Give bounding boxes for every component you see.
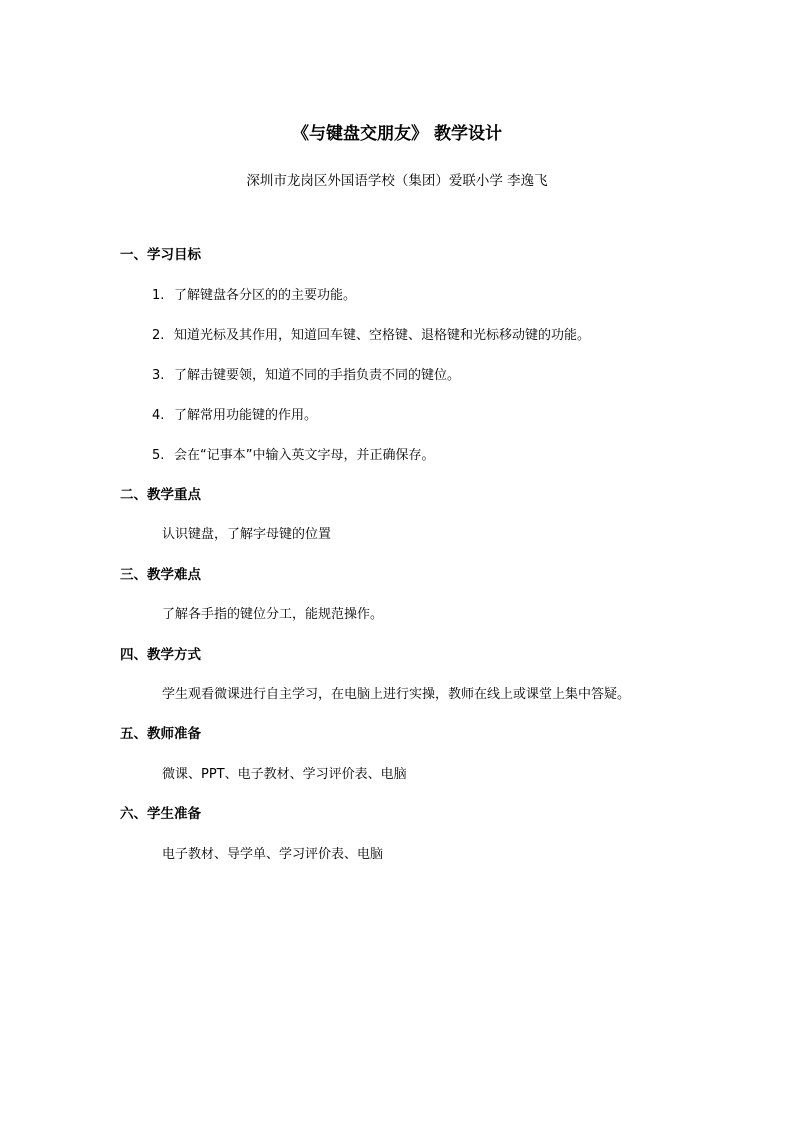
section-text-method: 学生观看微课进行自主学习，在电脑上进行实操，教师在线上或课堂上集中答疑。 <box>162 687 631 702</box>
objective-item <box>152 286 356 306</box>
section-text-key-points: 认识键盘，了解字母键的位置 <box>162 527 332 542</box>
objective-number: 2. <box>152 328 165 343</box>
objective-text: 知道光标及其作用，知道回车键、空格键、退格键和光标移动键的功能。 <box>174 328 591 343</box>
objective-text: 了解击键要领，知道不同的手指负责不同的键位。 <box>174 368 461 383</box>
section-text-difficulties: 了解各手指的键位分工，能规范操作。 <box>162 607 384 622</box>
objective-number: 4. <box>152 408 165 423</box>
section-heading-key-points: 二、教学重点 <box>120 487 201 503</box>
objective-number: 5. <box>152 448 165 463</box>
objective-text: 了解常用功能键的作用。 <box>174 408 318 423</box>
objective-text: 会在“记事本”中输入英文字母，并正确保存。 <box>174 448 435 463</box>
objective-item <box>152 406 317 426</box>
section-heading-objectives: 一、学习目标 <box>120 247 201 263</box>
section-text-teacher-prep: 微课、PPT、电子教材、学习评价表、电脑 <box>162 767 407 782</box>
document-title: 《与键盘交朋友》 教学设计 <box>292 124 502 144</box>
section-heading-student-prep: 六、学生准备 <box>120 806 201 822</box>
objective-number: 1. <box>152 288 165 303</box>
objective-item <box>152 326 590 346</box>
section-heading-difficulties: 三、教学难点 <box>120 567 201 583</box>
section-text-student-prep: 电子教材、导学单、学习评价表、电脑 <box>162 847 384 862</box>
objective-number: 3. <box>152 368 165 383</box>
objective-text: 了解键盘各分区的的主要功能。 <box>174 288 357 303</box>
section-heading-method: 四、教学方式 <box>120 647 201 663</box>
objective-item <box>152 366 460 386</box>
objective-item <box>152 446 434 466</box>
document-subtitle: 深圳市龙岗区外国语学校（集团）爱联小学 李逸飞 <box>246 173 548 189</box>
section-heading-teacher-prep: 五、教师准备 <box>120 726 201 742</box>
